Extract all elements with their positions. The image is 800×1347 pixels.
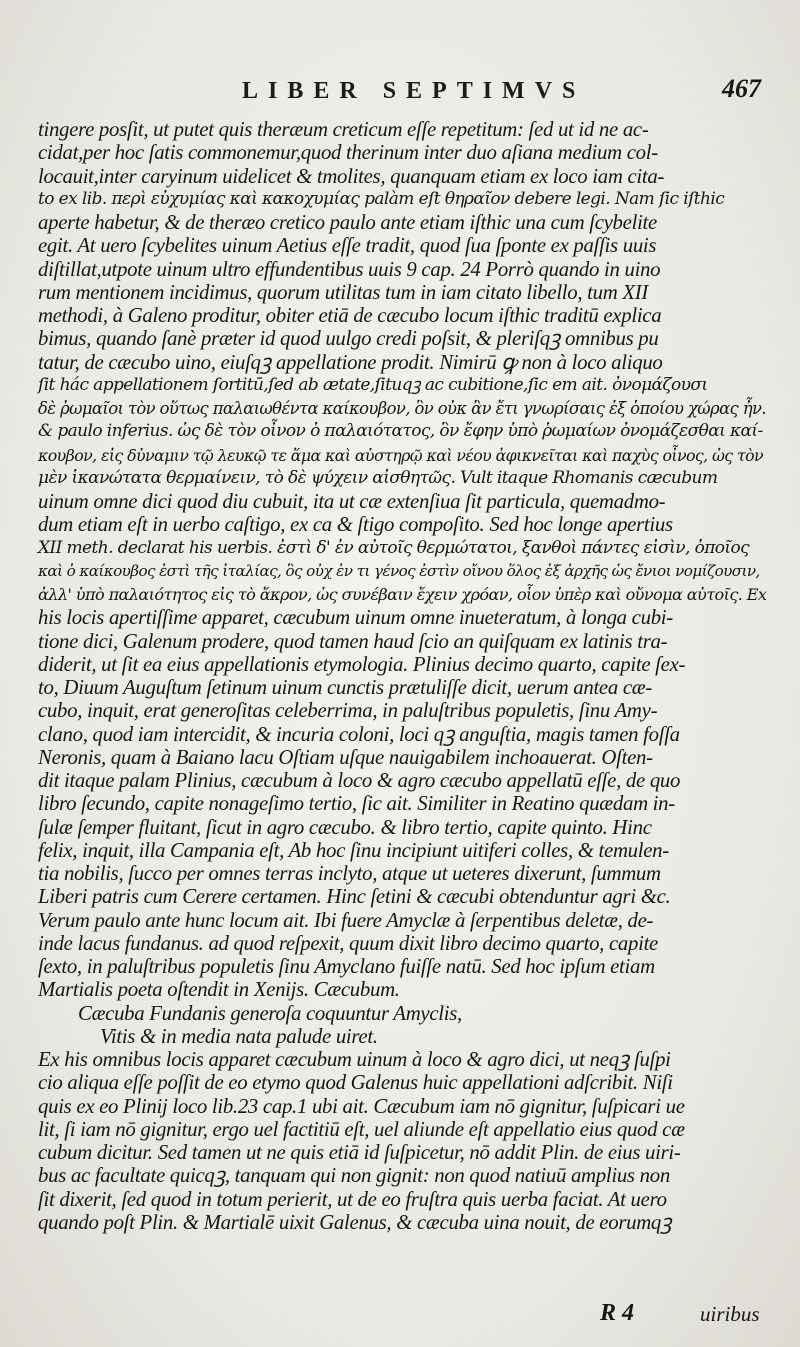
text-line: to, Diuum Auguſtum ſetinum uinum cunctis prætuliſſe dicit, uerum antea cæ- xyxy=(38,676,652,699)
signature-mark: R 4 xyxy=(600,1300,635,1326)
text-line: tingere posſit, ut putet quis theræum creticum eſſe repetitum: ſed ut id ne ac- xyxy=(38,118,649,141)
text-line: quis ex eo Plinij loco lib.23 cap.1 ubi ait. Cæcubum iam nō gignitur, ſuſpicari ue xyxy=(38,1094,685,1118)
text-line: ſulæ ſemper fluitant, ſicut in agro cæcubo. & libro tertio, capite quinto. Hinc xyxy=(38,815,652,839)
text-line: to ex lib. περὶ εὐχυμίας καὶ κακοχυμίας palàm eſt θηραῖον debere legi. Nam ſic iſthic xyxy=(38,188,725,209)
text-line: cubo, inquit, erat generoſitas celeberrima, in paluſtribus populetis, ſinu Amy- xyxy=(38,699,658,723)
text-line: tia nobilis, ſucco per omnes terras inclyto, atque ut ueteres dixerunt, ſummum xyxy=(38,862,661,885)
page-number: 467 xyxy=(722,74,761,103)
text-line: ſexto, in paluſtribus populetis ſinu Amyclano fuiſſe natū. Sed hoc ipſum etiam xyxy=(38,955,655,978)
text-line: cio aliqua eſſe poſſit de eo etymo quod Galenus huic appellationi adſcribit. Niſi xyxy=(38,1071,673,1095)
text-line: Ex his omnibus locis apparet cæcubum uinum à loco & agro dici, ut neqꝫ ſuſpi xyxy=(38,1048,671,1071)
text-line: methodi, à Galeno proditur, obiter etiā de cæcubo locum iſthic traditū explica xyxy=(38,304,662,327)
text-line: libro ſecundo, capite nonageſimo tertio, ſic ait. Similiter in Reatino quædam in- xyxy=(38,792,675,816)
text-line: felix, inquit, illa Campania eſt, Ab hoc ſinu incipiunt uitiferi colles, & temulen- xyxy=(38,838,669,862)
catchword: uiribus xyxy=(700,1302,760,1326)
text-line: cubum dicitur. Sed tamen ut ne quis etiā id ſuſpicetur, nō addit Plin. de eius uiri- xyxy=(38,1141,681,1164)
text-line: his locis apertiſſime apparet, cæcubum uinum omne inueteratum, à longa cubi- xyxy=(38,606,673,630)
text-line: καὶ ὁ καίκουβος ἐστὶ τῆς ἰταλίας, ὃς οὐχ ἐν τι γένος ἐστὶν οἴνου ὅλος ἐξ ἀρχῆς ὡς ἔνιοι νομίζουσιν, xyxy=(38,561,760,580)
text-line: κουβον, εἰς δὐναμιν τῷ λευκῷ τε ἅμα καὶ αὐστηρῷ καὶ νέου ἀφικνεῖται καὶ παχὺς οἶνος, ὡς τὸν xyxy=(38,445,763,465)
verse-line: Cæcuba Fundanis generoſa coquuntur Amyclis, xyxy=(78,1001,462,1025)
text-line: locauit,inter caryinum uidelicet & tmolites, quanquam etiam ex loco iam cita- xyxy=(38,164,665,188)
text-line: Verum paulo ante hunc locum ait. Ibi fuere Amyclæ à ſerpentibus deletæ, de- xyxy=(38,908,654,932)
running-title: LIBER SEPTIMVS xyxy=(242,78,586,104)
text-line: clano, quod iam intercidit, & incuria coloni, loci qꝫ anguſtia, magis tamen foſſa xyxy=(38,722,680,746)
text-line: XII meth. declarat his uerbis. ἐστὶ δ' ἐν αὐτοῖς θερμώτατοι, ξανθοὶ πάντες εἰσὶν, ὁποῖος xyxy=(38,537,750,558)
body-text xyxy=(38,118,770,1234)
text-line: Liberi patris cum Cerere certamen. Hinc ſetini & cæcubi obtenduntur agri &c. xyxy=(38,885,671,909)
text-line: tione dici, Galenum prodere, quod tamen haud ſcio an quiſquam ex latinis tra- xyxy=(38,629,668,653)
verse-line: Vitis & in media nata palude uiret. xyxy=(100,1024,378,1048)
text-line: Neronis, quam à Baiano lacu Oſtiam uſque nauigabilem inchoauerat. Oſten- xyxy=(38,745,653,769)
text-line: μὲν ἱκανώτατα θερμαίνειν, τὸ δὲ ψύχειν αἰσθητῶς. Vult itaque Rhomanis cæcubum xyxy=(38,467,718,488)
text-line: uinum omne dici quod diu cubuit, ita ut cæ extenſiua ſit particula, quemadmo- xyxy=(38,490,666,513)
text-line: & paulo inferius. ὡς δὲ τὸν οἶνον ὁ παλαιότατος, ὃν ἔφην ὑπὸ ῥωμαίων ὀνομάζεσθαι καί- xyxy=(38,421,763,442)
text-line: rum mentionem incidimus, quorum utilitas tum in iam citato libello, tum XII xyxy=(38,280,649,304)
text-line: δὲ ῥωμαῖοι τὸν οὕτως παλαιωθέντα καίκουβον, ὃν οὐκ ἂν ἔτι γνωρίσαις ἐξ ὁποίου χώρας ἦν. xyxy=(38,399,766,418)
text-line: diſtillat,utpote uinum ultro effundentibus uuis 9 cap. 24 Porrò quando in uino xyxy=(38,257,661,281)
text-line: inde lacus fundanus. ad quod reſpexit, quum dixit libro decimo quarto, capite xyxy=(38,931,658,955)
text-line: aperte habetur, & de theræo cretico paulo ante etiam iſthic una cum ſcybelite xyxy=(38,211,657,234)
text-line: bimus, quando ſanè præter id quod uulgo credi poſsit, & pleriſqꝫ omnibus pu xyxy=(38,327,659,351)
text-line: quando poſt Plin. & Martialē uixit Galenus, & cæcuba uina nouit, de eorumqꝫ xyxy=(38,1210,672,1234)
text-line: ἀλλ' ὑπὸ παλαιότητος εἰς τὸ ἄκρον, ὡς συνέβαιν ἔχειν χρόαν, οἷον ὑπὲρ καὶ οὔνομα αὐτοῖς. Ex xyxy=(38,585,767,604)
text-line: dum etiam eſt in uerbo caſtigo, ex ca & ſtigo compoſito. Sed hoc longe apertius xyxy=(38,513,673,537)
text-line: diderit, ut ſit ea eius appellationis etymologia. Plinius decimo quarto, capite ſex- xyxy=(38,652,686,676)
text-line: ſit hác appellationem ſortitū,ſed ab ætate,ſituqꝫ ac cubitione,ſic em ait. ὀνομάζουσι xyxy=(38,374,708,395)
text-line: Martialis poeta oſtendit in Xenijs. Cæcubum. xyxy=(38,978,400,1002)
text-line: ſit dixerit, ſed quod in totum perierit, ut de eo fruſtra quis uerba faciat. At uero xyxy=(38,1187,667,1211)
text-line: cidat,per hoc ſatis commonemur,quod therinum inter duo aſiana medium col- xyxy=(38,141,658,165)
text-line: dit itaque palam Plinius, cæcubum à loco & agro cæcubo appellatū eſſe, de quo xyxy=(38,769,681,792)
text-line: lit, ſi iam nō gignitur, ergo uel factitiū eſt, uel aliunde eſt appellatio eius quod cæ xyxy=(38,1117,685,1141)
text-line: tatur, de cæcubo uino, eiuſqꝫ appellatione prodit. Nimirū ꝙ non à loco aliquo xyxy=(38,350,663,374)
text-line: bus ac facultate quicqꝫ, tanquam qui non gignit: non quod natiuū amplius non xyxy=(38,1164,670,1188)
text-line: egit. At uero ſcybelites uinum Aetius eſſe tradit, quod ſua ſponte ex paſſis uuis xyxy=(38,234,657,258)
